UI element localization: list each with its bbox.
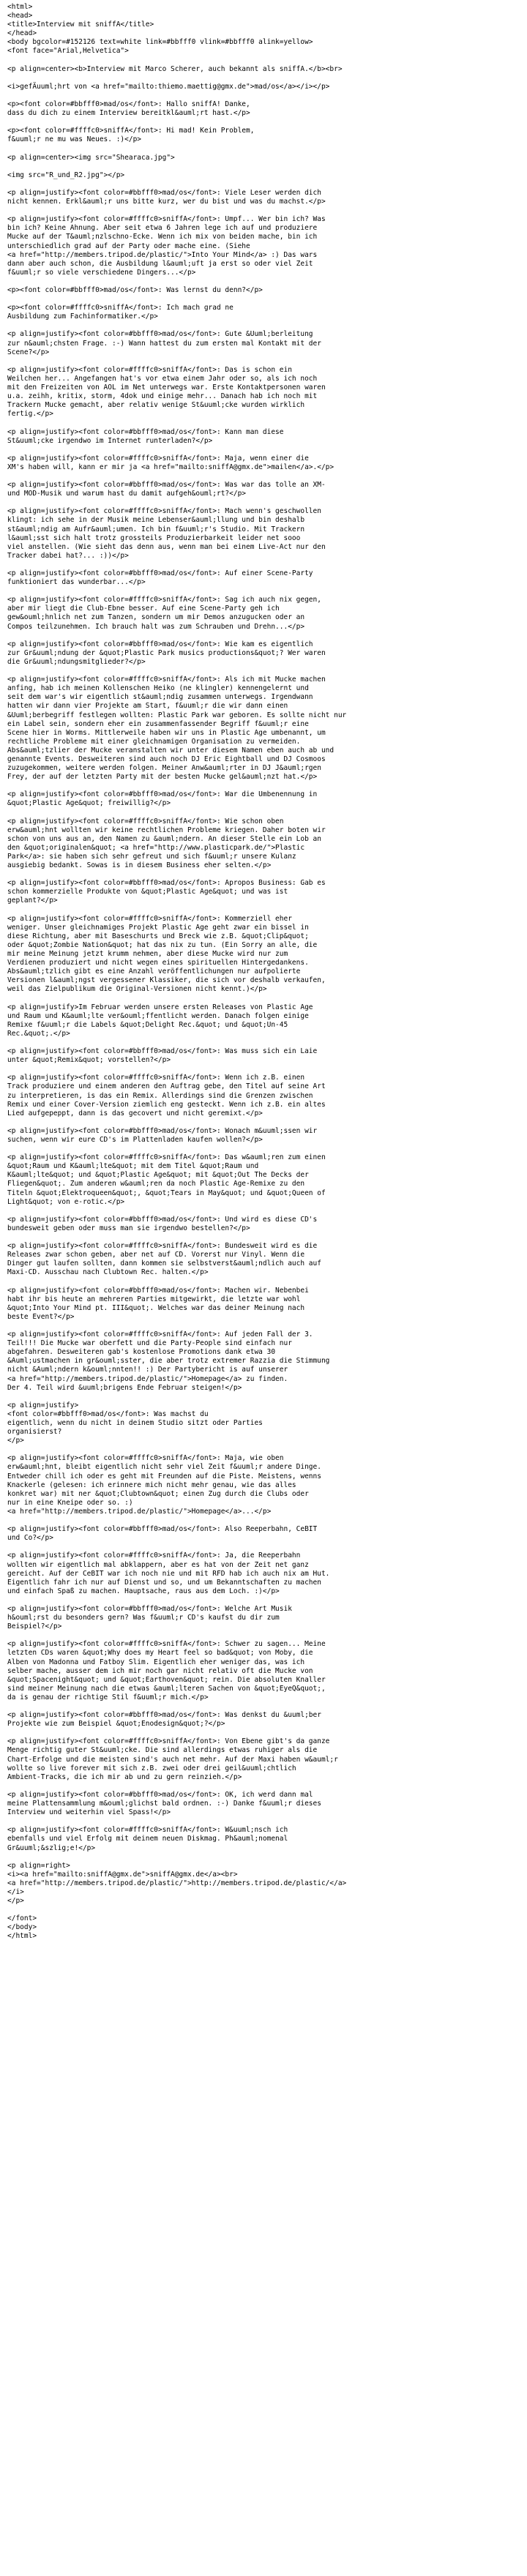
html-source-text: <html> <head> <title>Interview mit sniffA</title> </head> <body bgcolor=#152126 text=white link=#bbfff0 vlink=#bbfff0 alink=yellow> <font face="Arial,Helvetica"> <p align=center><b>Interview mit Marco Scherer, auch bekannt als sniffA.</b><br> <i>gefÄuuml;hrt von <a href="mailto:thiemo.maettig@gmx.de">mad/os</a></i></p> <p><font color=#bbfff0>mad/os</font>: Hallo sniffA! Danke, dass du dich zu einem Interview bereitkl&auml;rt hast.</p> <p><font color=#ffffc0>sniffA</font>: Hi mad! Kein Problem, f&uuml;r ne mu was Neues. :)</p> <p align=center><img src="Shearaca.jpg"> <img src="R_und_R2.jpg"></p> <p align=justify><font color=#bbfff0>mad/os</font>: Viele Leser werden dich nicht kennen. Erkl&auml;r uns bitte kurz, wer du bist und was du machst.</p> <p align=justify><font color=#ffffc0>sniffA</font>: Umpf... Wer bin ich? Was bin ich? Keine Ahnung. Aber seit etwa 6 Jahren lege ich auf und produziere Mucke auf der T&auml;nzlschno-Ecke. Wenn ich mix von beiden mache, bin ich unterschiedlich grad auf der Party oder mache eine. (Siehe <a href="http://members.tripod.de/plastic/">Into Your Mind</a> :) Das wars dann aber auch schon, die Ausbildung l&auml;uft ja erst so oder viel Zeit f&uuml;r so viele verschiedene Dingers...</p> <p><font color=#bbfff0>mad/os</font>: Was lernst du denn?</p> <p><font color=#ffffc0>sniffA</font>: Ich mach grad ne Ausbildung zum Fachinformatiker.</p> <p align=justify><font color=#bbfff0>mad/os</font>: Gute &Uuml;berleitung zur n&auml;chsten Frage. :-) Wann hattest du zum ersten mal Kontakt mit der Scene?</p> <p align=justify><font color=#ffffc0>sniffA</font>: Das is schon ein Weilchen her... Angefangen hat's vor etwa einem Jahr oder so, als ich noch mit den Freizeiten von AOL im Net unterwegs war. Erste Kontaktpersonen waren u.a. zeihh, kritix, storm, 4dok und einige mehr... Danach hab ich noch mit Trackern Mucke gemacht, aber relativ wenige St&uuml;cke wurden wirklich fertig.</p> <p align=justify><font color=#bbfff0>mad/os</font>: Kann man diese St&uuml;cke irgendwo im Internet runterladen?</p> <p align=justify><font color=#ffffc0>sniffA</font>: Maja, wenn einer die XM's haben will, kann er mir ja <a href="mailto:sniffA@gmx.de">mailen</a>.</p> <p align=justify><font color=#bbfff0>mad/os</font>: Was war das tolle an XM- und MOD-Musik und warum hast du damit aufgeh&ouml;rt?</p> <p align=justify><font color=#ffffc0>sniffA</font>: Mach wenn's geschwollen klingt: ich sehe in der Musik meine Lebenser&auml;llung und bin deshalb st&auml;ndig am Aufr&auml;umen. Ich bin f&uuml;r's Studio. Mit Trackern l&auml;sst sich halt trotz grossteils Produzierbarkeit leider net sooo viel anstellen. (Wie sieht das denn aus, wenn man bei einem Live-Act nur den Tracker dabei hat?... :))</p> <p align=justify><font color=#bbfff0>mad/os</font>: Auf einer Scene-Party funktioniert das wunderbar...</p> <p align=justify><font color=#ffffc0>sniffA</font>: Sag ich auch nix gegen, aber mir liegt die Club-Ebne besser. Auf eine Scene-Party geh ich gew&ouml;hnlich net zum Tanzen, sondern um mir Demos anzugucken oder an Compos teilzunehmen. Ich brauch halt was zum Schrauben und Drehn...</p> <p align=justify><font color=#bbfff0>mad/os</font>: Wie kam es eigentlich zur Gr&uuml;ndung der &quot;Plastic Park musics productions&quot;? Wer waren die Gr&uuml;ndungsmitglieder?</p> <p align=justify><font color=#ffffc0>sniffA</font>: Als ich mit Mucke machen anfing, hab ich meinen Kollenschen Heiko (ne klingler) kennengelernt und seit dem war's wir eigentlich st&auml;ndig zusammen unterwegs. Irgendwann hatten wir dann vier Projekte am Start, f&uuml;r die wir dann einen &Uuml;berbegriff festlegen wollten: Plastic Park war geboren. Es sollte nicht nur ein Label sein, sondern eher ein zusammenfassender Begriff f&uuml;r eine Scene hier in Worms. Mittlerweile haben wir uns in Plastic Age umbenannt, um rechtliche Probleme mit einer gleichnamigen Organisation zu vermeiden. Abs&auml;tzlier der Mucke veranstalten wir unter diesem Namen eben auch ab und genannte Events. Desweiteren sind auch noch DJ Eric Eightball und DJ Cosmoos zuzugekommen, weitere werden folgen. Meiner Anw&auml;rter in DJ J&auml;rgen Frey, der auf der letzten Party mit der besten Mucke gel&auml;nzt hat.</p> <p align=justify><font color=#bbfff0>mad/os</font>: War die Umbenennung in &quot;Plastic Age&quot; freiwillig?</p> <p align=justify><font color=#ffffc0>sniffA</font>: Wie schon oben erw&auml;hnt wollten wir keine rechtlichen Probleme kriegen. Daher boten wir schon von uns aus an, den Namen zu &auml;ndern. An dieser Stelle ein Lob an den &quot;originalen&quot; <a href="http://www.plasticpark.de/">Plastic Park</a>: sie haben sich sehr gefreut und sich f&uuml;r unsere Kulanz ausgiebig bedankt. Sowas is in diesem Business eher selten.</p> <p align=justify><font color=#bbfff0>mad/os</font>: Apropos Business: Gab es schon kommerzielle Produkte von &quot;Plastic Age&quot; und was ist geplant?</p> <p align=justify><font color=#ffffc0>sniffA</font>: Kommerziell eher weniger. Unser gleichnamiges Projekt Plastic Age geht zwar ein bissel in diese Richtung, aber mit Baseschurts und Breck wie z.B. &quot;Clip&quot; oder &quot;Zombie Nation&quot; hat das nix zu tun. (Ein Sorry an alle, die mir meine Meinung jetzt krumm nehmen, aber diese Mucke wird nur zum Verdienen produziert und nicht wegen eines spirituellen Hintergedankens. Abs&auml;tzlich gibt es eine Anzahl veröffentlichungen nur aufpolierte Versionen l&auml;ngst vergessener Klassiker, die sich vor deshalb verkaufen, weil das Zielpublikum die Original-Versionen nicht kennt.)</p> <p align=justify>Im Februar werden unsere ersten Releases von Plastic Age und Raum und K&auml;lte ver&ouml;ffentlicht werden. Danach folgen einige Remixe f&uuml;r die Labels &quot;Delight Rec.&quot; und &quot;Un-45 Rec.&quot;.</p> <p align=justify><font color=#bbfff0>mad/os</font>: Was muss sich ein Laie unter &quot;Remix&quot; vorstellen?</p> <p align=justify><font color=#ffffc0>sniffA</font>: Wenn ich z.B. einen Track produziere und einem anderen den Auftrag gebe, den Titel auf seine Art zu interpretieren, is das ein Remix. Allerdings sind die Grenzen zwischen Remix und einer Cover-Version ziemlich eng gesteckt. Wenn ich z.B. ein altes Lied aufgepeppt, dann is das gecovert und nicht geremixt.</p> <p align=justify><font color=#bbfff0>mad/os</font>: Wonach m&uuml;ssen wir suchen, wenn wir eure CD's im Plattenladen kaufen wollen?</p> <p align=justify><font color=#ffffc0>sniffA</font>: Das w&auml;ren zum einen &quot;Raum und K&auml;lte&quot; mit dem Titel &quot;Raum und K&auml;lte&quot; und &quot;Plastic Age&quot; mit &quot;Out The Decks der Fliegen&quot;. Zum anderen w&auml;ren da noch Plastic Age-Remixe zu den Titeln &quot;Elektroqueen&quot;, &quot;Tears in May&quot; und &quot;Queen of Light&quot; von e-rotic.</p> <p align=justify><font color=#bbfff0>mad/os</font>: Und wird es diese CD's bundesweit geben oder muss man sie irgendwo bestellen?</p> <p align=justify><font color=#ffffc0>sniffA</font>: Bundesweit wird es die Releases zwar schon geben, aber net auf CD. Vorerst nur Vinyl. Wenn die Dinger gut laufen sollten, dann kommen sie selbstverst&auml;ndlich auch auf Maxi-CD. Ausschau nach Clubtown Rec. halten.</p> <p align=justify><font color=#bbfff0>mad/os</font>: Machen wir. Nebenbei habt ihr bis heute an mehreren Parties mitgewirkt, die letzte war wohl &quot;Into Your Mind pt. III&quot;. Welches war das deiner Meinung nach beste Event?</p> <p align=justify><font color=#ffffc0>sniffA</font>: Auf jeden Fall der 3. Teil!!! Die Mucke war oberfett und die Party-People sind einfach nur abgefahren. Desweiteren gab's kostenlose Promotions dank etwa 30 &Auml;ustmachen in gr&ouml;sster, die aber trotz extremer Razzia die Stimmung nicht &Auml;ndern k&ouml;nnten!! :) Der Partybericht is auf unserer <a href="http://members.tripod.de/plastic/">Homepage</a> zu finden. Der 4. Teil wird &uuml;brigens Ende Februar steigen!</p> <p align=justify> <font color=#bbfff0>mad/os</font>: Was machst du eigentlich, wenn du nicht in deinem Studio sitzt oder Parties organisierst? </p> <p align=justify><font color=#ffffc0>sniffA</font>: Maja, wie oben erw&auml;hnt, bleibt eigentlich nicht sehr viel Zeit f&uuml;r andere Dinge. Entweder chill ich oder es geht mit Freunden auf die Piste. Meistens, wenns Knackerle (gelesen: ich erinnere mich nicht mehr genau, wie das alles konkret war) mit ner &quot;Clubtown&quot; einen Zug durch die Clubs oder nur in eine Kneipe oder so. :) <a href="http://members.tripod.de/plastic/">Homepage</a>...</p> <p align=justify><font color=#bbfff0>mad/os</font>: Also Reeperbahn, CeBIT und Co?</p> <p align=justify><font color=#ffffc0>sniffA</font>: Ja, die Reeperbahn wollten wir eigentlich mal abklappern, aber es hat von der Zeit net ganz gereicht. Auf der CeBIT war ich noch nie und mit RFD hab ich auch nix am Hut. Eigentlich fahr ich nur auf Dienst und so, und um Bekanntschaften zu machen und einfach Spaß zu machen. Hauptsache, raus aus dem Loch. :)</p> <p align=justify><font color=#bbfff0>mad/os</font>: Welche Art Musik h&ouml;rst du besonders gern? Was f&uuml;r CD's kaufst du dir zum Beispiel?</p> <p align=justify><font color=#ffffc0>sniffA</font>: Schwer zu sagen... Meine letzten CDs waren &quot;Why does my Heart feel so bad&quot; von Moby, die Alben von Madonna und Fatboy Slim. Eigentlich eher weniger das, was ich selber mache, ausser dem ich mir noch gar nicht relativ oft die Mucke von &quot;Spacenight&quot; und &quot;Earthoven&quot; rein. Die absoluten Knaller sind meiner Meinung nach die etwas &auml;lteren Sachen von &quot;EyeQ&quot;, da is genau der richtige Stil f&uuml;r mich.</p> <p align=justify><font color=#bbfff0>mad/os</font>: Was denkst du &uuml;ber Projekte wie zum Beispiel &quot;Enodesign&quot;?</p> <p align=justify><font color=#ffffc0>sniffA</font>: Von Ebene gibt's da ganze Menge richtig guter St&uuml;cke. Die sind allerdings etwas ruhiger als die Chart-Erfolge und die meisten sind's auch net mehr. Auf der Maxi haben w&auml;r wollte so live forever mit sich z.B. zwei oder drei geil&uuml;chtlich Ambient-Tracks, die ich mir ab und zu gern reinzieh.</p> <p align=justify><font color=#bbfff0>mad/os</font>: OK, ich werd dann mal meine Plattensammlung m&ouml;glichst bald ordnen. :-) Danke f&uuml;r dieses Interview und weiterhin viel Spass!</p> <p align=justify><font color=#ffffc0>sniffA</font>: W&uuml;nsch ich ebenfalls und viel Erfolg mit deinem neuen Diskmag. Ph&auml;nomenal Gr&uuml;&szlig;e!</p> <p align=right> <i><a href="mailto:sniffA@gmx.de">sniffA@gmx.de</a><br> <a href="http://members.tripod.de/plastic/">http://members.tripod.de/plastic/</a> </i> </p> </font> </body> </html> — [7, 3, 347, 1941]
